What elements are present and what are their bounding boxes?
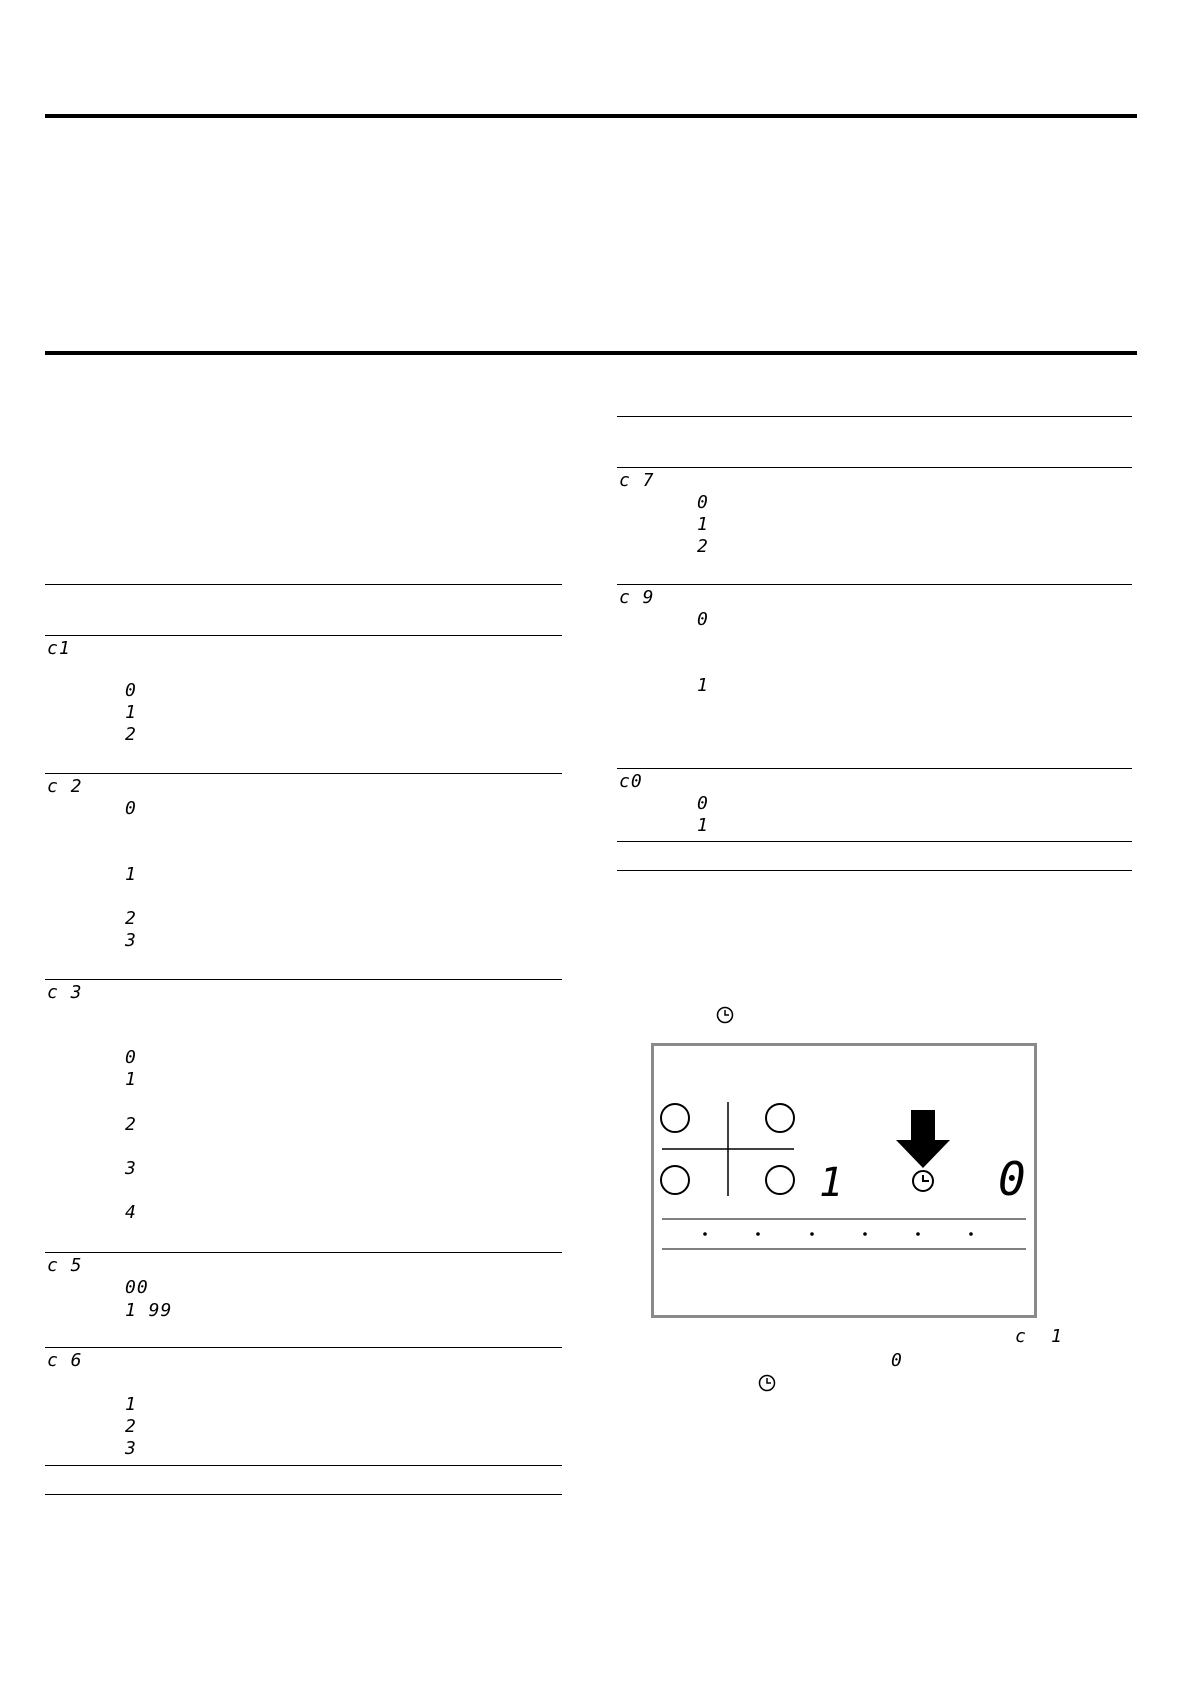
- setting-value: 1: [125, 864, 137, 885]
- table-rule: [45, 1494, 562, 1495]
- table-rule: [45, 635, 562, 636]
- setting-value: 00: [125, 1277, 149, 1298]
- setting-value: 1: [125, 1394, 137, 1415]
- clock-icon: [716, 1006, 734, 1024]
- table-rule: [617, 841, 1132, 842]
- setting-value: 3: [125, 930, 137, 951]
- section-rule: [45, 351, 1137, 355]
- code-c: c: [1015, 1326, 1027, 1347]
- setting-value: 1: [125, 702, 137, 723]
- setting-value: 1 99: [125, 1300, 173, 1321]
- setting-value: 0: [125, 798, 137, 819]
- code-1: 1: [1051, 1326, 1063, 1347]
- setting-value: 2: [697, 536, 709, 557]
- table-rule: [617, 467, 1132, 468]
- burner-icon: [661, 1104, 689, 1132]
- setting-value: 0: [697, 609, 709, 630]
- table-rule: [45, 1465, 562, 1466]
- arrow-down-icon: [896, 1110, 950, 1168]
- burner-icon: [661, 1166, 689, 1194]
- table-rule: [45, 1347, 562, 1348]
- setting-value: 0: [697, 793, 709, 814]
- table-rule: [617, 768, 1132, 769]
- setting-value: 1: [697, 514, 709, 535]
- burner-icon: [766, 1104, 794, 1132]
- table-rule: [617, 870, 1132, 871]
- setting-value: 1: [697, 815, 709, 836]
- zone-level-display: 1: [819, 1160, 845, 1206]
- setting-code: c 6: [47, 1350, 83, 1371]
- timer-display: 0: [998, 1152, 1027, 1206]
- table-rule: [45, 773, 562, 774]
- setting-value: 1: [697, 675, 709, 696]
- setting-value: 3: [125, 1438, 137, 1459]
- top-rule: [45, 114, 1137, 118]
- table-rule: [45, 1252, 562, 1253]
- table-rule: [617, 416, 1132, 417]
- setting-code: c 3: [47, 982, 83, 1003]
- clock-icon: [758, 1374, 776, 1392]
- setting-value: 0: [125, 680, 137, 701]
- table-rule: [617, 584, 1132, 585]
- setting-value: 2: [125, 908, 137, 929]
- burner-icon: [766, 1166, 794, 1194]
- setting-code: c1: [47, 638, 71, 659]
- setting-value: 4: [125, 1202, 137, 1223]
- value-0: 0: [891, 1350, 903, 1371]
- setting-value: 0: [697, 492, 709, 513]
- cooktop-control-panel: [651, 1043, 1037, 1318]
- setting-code: c0: [619, 771, 643, 792]
- setting-value: 2: [125, 724, 137, 745]
- setting-code: c 7: [619, 470, 655, 491]
- setting-code: c 9: [619, 587, 655, 608]
- setting-value: 2: [125, 1114, 137, 1135]
- table-rule: [45, 979, 562, 980]
- setting-code: c 2: [47, 776, 83, 797]
- setting-value: 2: [125, 1416, 137, 1437]
- setting-value: 0: [125, 1047, 137, 1068]
- setting-value: 3: [125, 1158, 137, 1179]
- table-rule: [45, 584, 562, 585]
- clock-icon: [913, 1171, 933, 1191]
- setting-code: c 5: [47, 1255, 83, 1276]
- setting-value: 1: [125, 1069, 137, 1090]
